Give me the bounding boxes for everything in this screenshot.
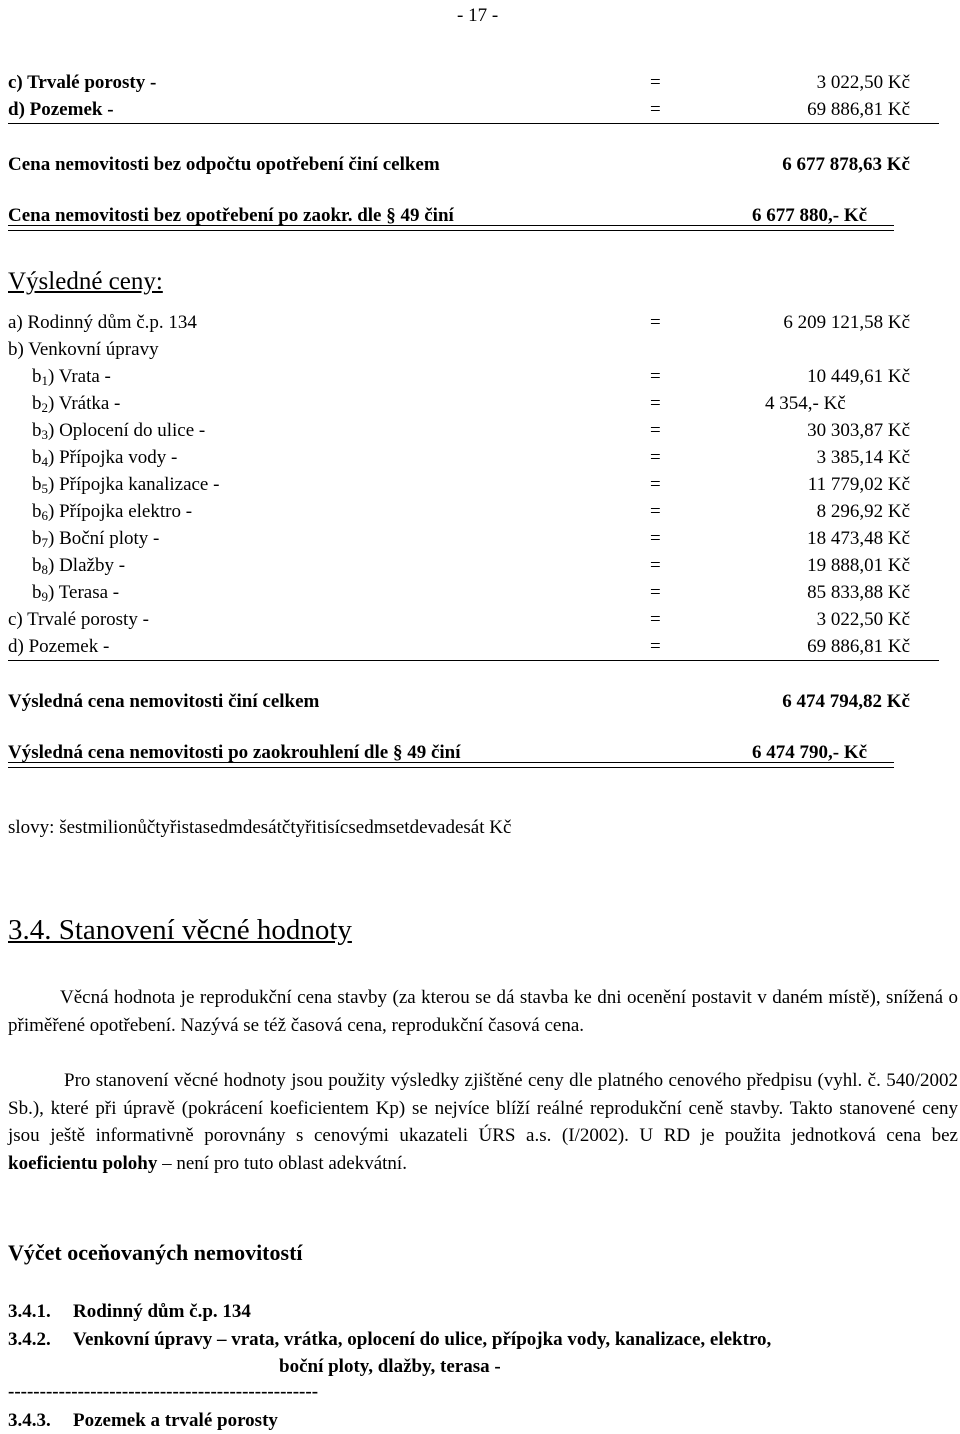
results-heading: Výsledné ceny: (8, 268, 163, 295)
rounded-value: 6 474 790,- Kč (752, 742, 868, 763)
result-item-label-d: d) Pozemek - (8, 636, 110, 657)
top-item-eq-c: = (650, 72, 661, 93)
paragraph-1: Věcná hodnota je reprodukční cena stavby (za kterou se dá stavba ke dni ocenění postavit v daném místě), snížená o přiměřené opotřebení. Nazývá se též časová cena, reprodukční časová cena. (8, 987, 958, 1036)
outdoor-item-value: 10 449,61 Kč (807, 366, 910, 387)
outdoor-item-label: $b_8$) Dlažby - (32, 555, 126, 577)
outdoor-item-value: 4 354,- Kč (765, 393, 846, 414)
top-item-label-c: c) Trvalé porosty - (8, 72, 157, 93)
outdoor-item-label: $b_9$) Terasa - (32, 582, 120, 604)
list-item-text: Venkovní úpravy – vrata, vrátka, oplocení do ulice, přípojka vody, kanalizace, elektro, (73, 1329, 772, 1350)
total-value: 6 474 794,82 Kč (782, 691, 910, 712)
top-item-eq-d: = (650, 99, 661, 120)
outdoor-item-label: $b_7$) Boční ploty - (32, 528, 160, 550)
divider (8, 123, 939, 124)
list-item-continuation: boční ploty, dlažby, terasa - (279, 1356, 501, 1377)
top-item-label-d: d) Pozemek - (8, 99, 114, 120)
outdoor-item-value: 3 385,14 Kč (816, 447, 910, 468)
result-item-eq-d: = (650, 636, 661, 657)
double-underline (8, 225, 894, 231)
outdoor-item-value: 30 303,87 Kč (807, 420, 910, 441)
result-item-eq-c: = (650, 609, 661, 630)
summary1-rounded-value: 6 677 880,- Kč (752, 205, 868, 226)
outdoor-item-value: 18 473,48 Kč (807, 528, 910, 549)
outdoor-item-eq: = (650, 582, 661, 603)
top-item-value-d: 69 886,81 Kč (807, 99, 910, 120)
amount-in-words: slovy: šestmilionůčtyřistasedmdesátčtyřitisícsedmsetdevadesát Kč (8, 817, 512, 838)
list-item-text: Rodinný dům č.p. 134 (73, 1301, 251, 1322)
outdoor-item-value: 19 888,01 Kč (807, 555, 910, 576)
result-item-value-c: 3 022,50 Kč (816, 609, 910, 630)
outdoor-item-label: $b_6$) Přípojka elektro - (32, 501, 193, 523)
outdoor-item-eq: = (650, 555, 661, 576)
outdoor-item-eq: = (650, 393, 661, 414)
list-item-text: Pozemek a trvalé porosty (73, 1410, 278, 1431)
outdoor-item-label: $b_4$) Přípojka vody - (32, 447, 178, 469)
outdoor-item-eq: = (650, 474, 661, 495)
page-number: - 17 - (457, 5, 499, 26)
rounded-label: Výsledná cena nemovitosti po zaokrouhlení dle § 49 činí (8, 742, 461, 763)
total-label: Výsledná cena nemovitosti činí celkem (8, 691, 320, 712)
outdoor-item-eq: = (650, 420, 661, 441)
list-item-number: 3.4.2. (8, 1329, 51, 1350)
outdoor-item-value: 8 296,92 Kč (816, 501, 910, 522)
outdoor-item-label: $b_1$) Vrata - (32, 366, 111, 388)
dashed-separator: ------------------------------------------------- (8, 1381, 319, 1402)
result-item-label-c: c) Trvalé porosty - (8, 609, 149, 630)
outdoor-item-eq: = (650, 366, 661, 387)
paragraph-2: Pro stanovení věcné hodnoty jsou použity výsledky zjištěné ceny dle platného cenového předpisu (vyhl. č. 540/2002 Sb.), které při úpravě (pokrácení koeficientem Kp) se nejvíce blíží reálné reprodukční ceně stavby. Takto stanovené ceny jsou ještě informativně porovnány s cenovými ukazateli ÚRS a.s. (I/2002). U RD je použita jednotková cena bez koeficientu polohy – není pro tuto oblast adekvátní. (8, 1070, 958, 1174)
outdoor-item-value: 11 779,02 Kč (807, 474, 910, 495)
summary1-value: 6 677 878,63 Kč (782, 154, 910, 175)
divider (8, 660, 939, 661)
result-house-label: a) Rodinný dům č.p. 134 (8, 312, 197, 333)
outdoor-item-eq: = (650, 447, 661, 468)
outdoor-item-label: $b_3$) Oplocení do ulice - (32, 420, 206, 442)
outdoor-item-label: $b_2$) Vrátka - (32, 393, 121, 415)
list-item-number: 3.4.3. (8, 1410, 51, 1431)
result-item-value-d: 69 886,81 Kč (807, 636, 910, 657)
section-heading: 3.4. Stanovení věcné hodnoty (8, 914, 352, 946)
summary1-label: Cena nemovitosti bez odpočtu opotřebení činí celkem (8, 154, 440, 175)
result-house-eq: = (650, 312, 661, 333)
outdoor-item-eq: = (650, 501, 661, 522)
outdoor-item-label: $b_5$) Přípojka kanalizace - (32, 474, 220, 496)
result-house-value: 6 209 121,58 Kč (783, 312, 910, 333)
list-heading: Výčet oceňovaných nemovitostí (8, 1240, 303, 1265)
outdoor-item-eq: = (650, 528, 661, 549)
top-item-value-c: 3 022,50 Kč (816, 72, 910, 93)
summary1-rounded-label: Cena nemovitosti bez opotřebení po zaokr. dle § 49 činí (8, 205, 454, 226)
outdoor-heading: b) Venkovní úpravy (8, 339, 159, 360)
outdoor-item-value: 85 833,88 Kč (807, 582, 910, 603)
list-item-number: 3.4.1. (8, 1301, 51, 1322)
double-underline (8, 762, 894, 768)
